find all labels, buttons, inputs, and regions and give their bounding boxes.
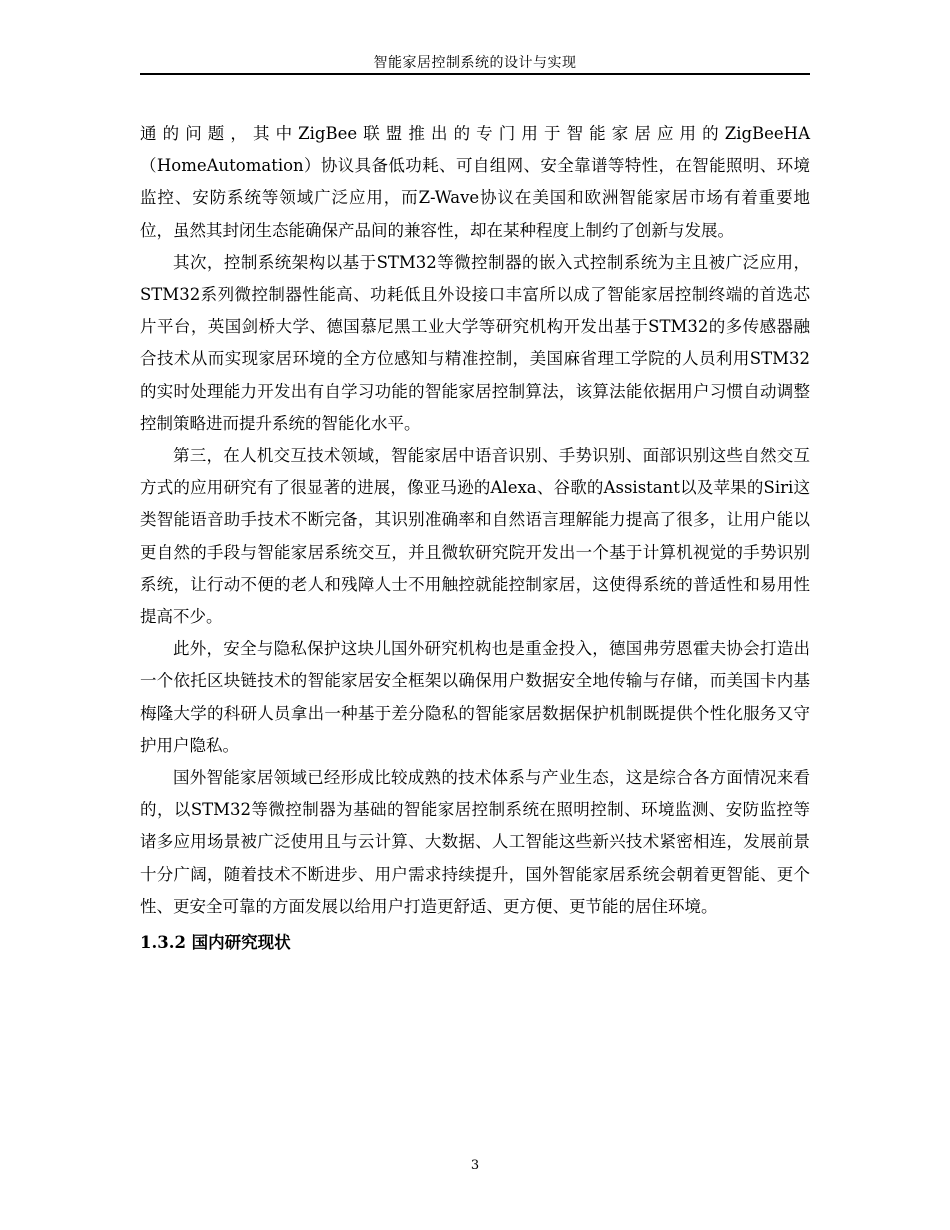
section-heading: 1.3.2 国内研究现状 — [140, 933, 291, 953]
paragraph-human-interaction: 第三，在人机交互技术领域，智能家居中语音识别、手势识别、面部识别这些自然交互方式的应用研究有了很显著的进展，像亚马逊的Alexa、谷歌的Assistant以及苹果的Siri这类智能语音助手技术不断完备，其识别准确率和自然语言理解能力提高了很多，让用户能以更自然的手段与智能家居系统交互，并且微软研究院开发出一个基于计算机视觉的手势识别系统，让行动不便的老人和残障人士不用触控就能控制家居，这使得系统的普适性和易用性提高不少。 — [140, 446, 810, 627]
paragraph-security-privacy: 此外，安全与隐私保护这块儿国外研究机构也是重金投入，德国弗劳恩霍夫协会打造出一个依托区块链技术的智能家居安全框架以确保用户数据安全地传输与存储，而美国卡内基梅隆大学的科研人员拿出一种基于差分隐私的智能家居数据保护机制既提供个性化服务又守护用户隐私。 — [140, 639, 810, 755]
paragraph-summary: 国外智能家居领域已经形成比较成熟的技术体系与产业生态，这是综合各方面情况来看的，以STM32等微控制器为基础的智能家居控制系统在照明控制、环境监测、安防监控等诸多应用场景被广泛使用且与云计算、大数据、人工智能这些新兴技术紧密相连，发展前景十分广阔，随着技术不断进步、用户需求持续提升，国外智能家居系统会朝着更智能、更个性、更安全可靠的方面发展以给用户打造更舒适、更方便、更节能的居住环境。 — [140, 768, 810, 916]
page-number: 3 — [470, 1158, 480, 1173]
body-text — [140, 118, 810, 959]
paragraph-control-architecture: 其次，控制系统架构以基于STM32等微控制器的嵌入式控制系统为主且被广泛应用，STM32系列微控制器性能高、功耗低且外设接口丰富所以成了智能家居控制终端的首选芯片平台，英国剑桥大学、德国慕尼黑工业大学等研究机构开发出基于STM32的多传感器融合技术从而实现家居环境的全方位感知与精准控制，美国麻省理工学院的人员利用STM32的实时处理能力开发出有自学习功能的智能家居控制算法，该算法能依据用户习惯自动调整控制策略进而提升系统的智能化水平。 — [140, 252, 810, 433]
running-header: 智能家居控制系统的设计与实现 — [373, 55, 577, 71]
paragraph-continuation: 通的问题，其中ZigBee联盟推出的专门用于智能家居应用的ZigBeeHA（HomeAutomation）协议具备低功耗、可自组网、安全靠谱等特性，在智能照明、环境监控、安防系统等领域广泛应用，而Z-Wave协议在美国和欧洲智能家居市场有着重要地位，虽然其封闭生态能确保产品间的兼容性，却在某种程度上制约了创新与发展。 — [140, 124, 810, 240]
header-rule — [140, 73, 810, 75]
